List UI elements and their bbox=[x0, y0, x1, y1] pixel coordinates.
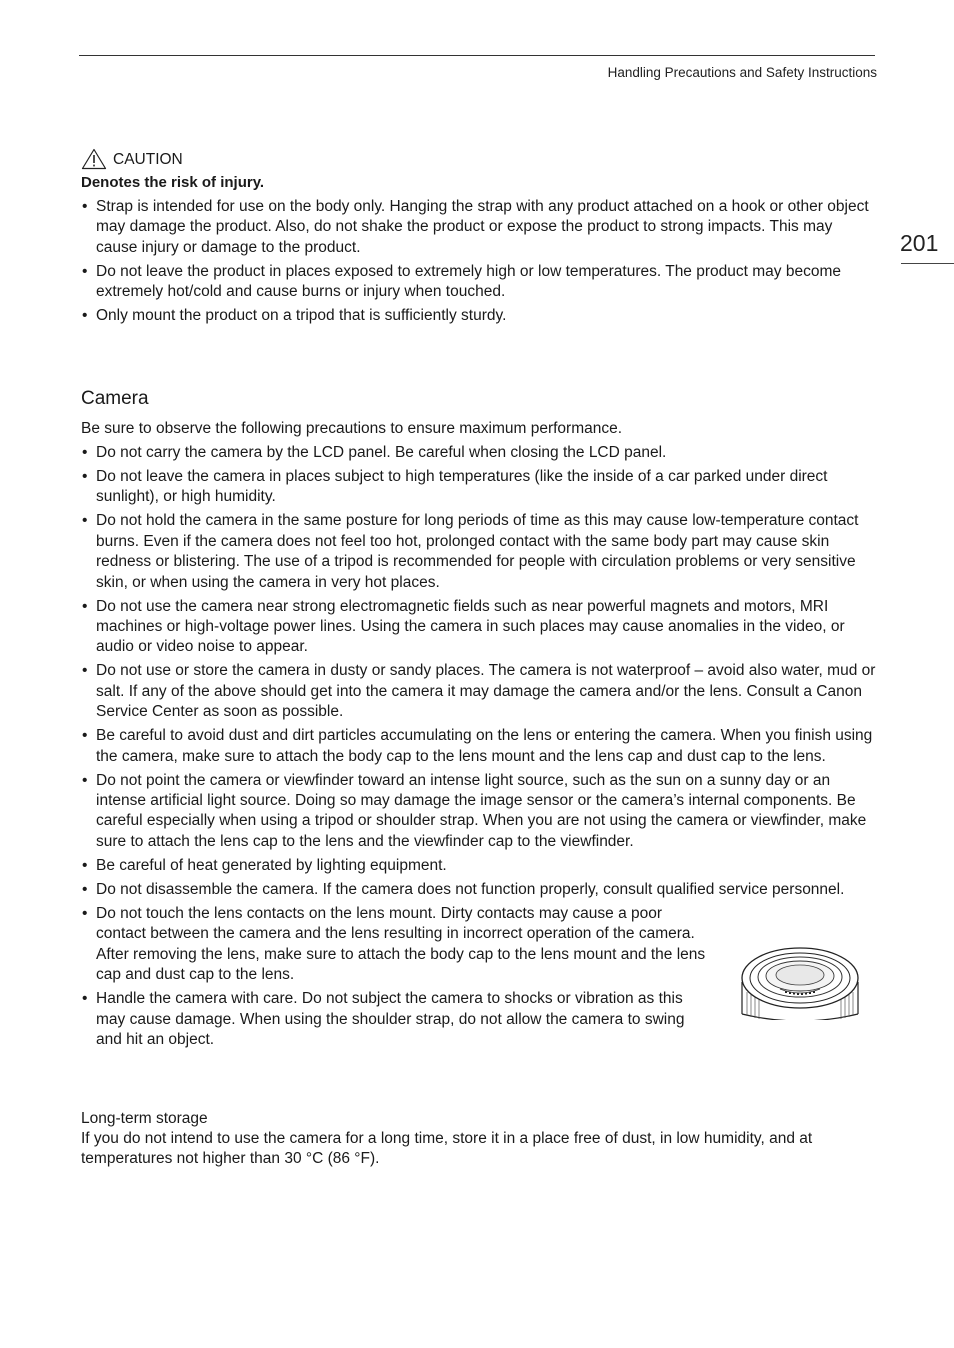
list-item: • Do not hold the camera in the same posture for long periods of time as this may cause low-temperature contact burns. Even if the camera does not feel too hot, prolonged contact with the same body part may cause skin redness or blistering. The use of a tripod is recommended for people with circulation problems or very sensitive skin, or when using the camera in very hot places. bbox=[81, 511, 877, 593]
header-rule bbox=[79, 55, 875, 56]
storage-title: Long-term storage bbox=[81, 1110, 208, 1127]
list-item: • Do not disassemble the camera. If the camera does not function properly, consult qualified service personnel. bbox=[81, 880, 877, 900]
warning-triangle-icon bbox=[81, 148, 107, 170]
list-item: • Do not touch the lens contacts on the lens mount. Dirty contacts may cause a poor contact between the camera and the lens resulting in incorrect operation of the camera. After removing the lens, make sure to attach the body cap to the lens mount and the lens cap and dust cap to the lens. bbox=[81, 904, 706, 986]
list-item: • Do not point the camera or viewfinder toward an intense light source, such as the sun on a sunny day or an intense artificial light source. Doing so may damage the image sensor or the camera’s internal components. Be careful especially when using a tripod or shoulder strap. When you are not using the camera or viewfinder, make sure to attach the lens cap to the lens and the viewfinder cap to the viewfinder. bbox=[81, 771, 877, 853]
running-header: Handling Precautions and Safety Instructions bbox=[607, 65, 877, 80]
list-item: • Do not use or store the camera in dusty or sandy places. The camera is not waterproof – avoid also water, mud or salt. If any of the above should get into the camera it may damage the camera and/or the lens. Consult a Canon Service Center as soon as possible. bbox=[81, 661, 877, 722]
caution-list bbox=[81, 197, 877, 330]
section-intro: Be sure to observe the following precautions to ensure maximum performance. bbox=[81, 420, 623, 437]
list-item: • Do not carry the camera by the LCD panel. Be careful when closing the LCD panel. bbox=[81, 443, 877, 463]
list-item: • Do not use the camera near strong electromagnetic fields such as near powerful magnets and motors, MRI machines or high-voltage power lines. Using the camera in such places may cause anomalies in the video, or audio or video noise to appear. bbox=[81, 597, 877, 658]
caution-label: CAUTION bbox=[113, 151, 183, 168]
lens-mount-illustration bbox=[739, 944, 861, 1025]
section-title: Camera bbox=[81, 388, 149, 409]
list-item: • Only mount the product on a tripod that is sufficiently sturdy. bbox=[81, 306, 877, 326]
list-item: • Be careful to avoid dust and dirt particles accumulating on the lens or entering the camera. When you finish using the camera, make sure to attach the body cap to the lens mount and the lens cap and dust cap to the lens. bbox=[81, 726, 877, 767]
list-item: • Do not leave the camera in places subject to high temperatures (like the inside of a car parked under direct sunlight), or high humidity. bbox=[81, 467, 877, 508]
list-item: • Handle the camera with care. Do not subject the camera to shocks or vibration as this may cause damage. When using the shoulder strap, do not allow the camera to swing and hit an object. bbox=[81, 989, 706, 1050]
list-item: • Be careful of heat generated by lighting equipment. bbox=[81, 856, 877, 876]
list-item: • Strap is intended for use on the body only. Hanging the strap with any product attached on a hook or other object may damage the product. Also, do not shake the product or expose the product to strong impacts. This may cause injury or damage to the product. bbox=[81, 197, 877, 258]
page-number-rule bbox=[901, 263, 954, 264]
page-number: 201 bbox=[900, 230, 939, 256]
caution-heading bbox=[81, 148, 183, 170]
storage-text: If you do not intend to use the camera for a long time, store it in a place free of dust, in low humidity, and at temperatures not higher than 30 °C (86 °F). bbox=[81, 1130, 813, 1168]
caution-subtitle: Denotes the risk of injury. bbox=[81, 174, 265, 191]
list-item: • Do not leave the product in places exposed to extremely high or low temperatures. The product may become extremely hot/cold and cause burns or injury when touched. bbox=[81, 262, 877, 303]
